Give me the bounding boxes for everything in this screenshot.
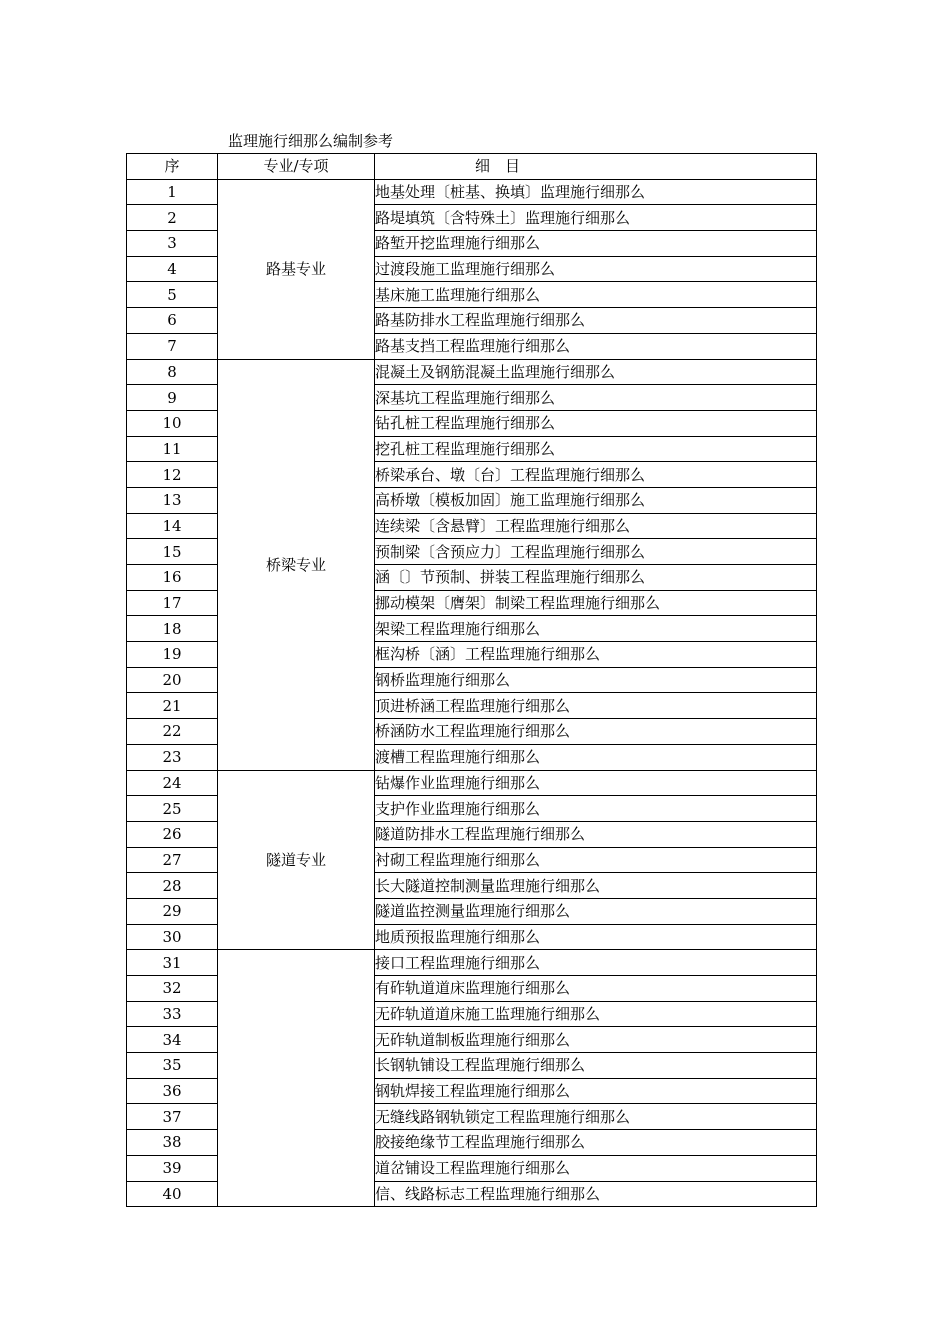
header-no: 序 (127, 154, 218, 180)
row-number: 38 (127, 1130, 218, 1156)
row-number: 14 (127, 513, 218, 539)
item-cell: 顶进桥涵工程监理施行细那么 (375, 693, 817, 719)
table-row (127, 359, 817, 385)
reference-table (126, 153, 817, 1207)
row-number: 26 (127, 821, 218, 847)
category-cell: 路基专业 (218, 179, 375, 359)
item-cell: 隧道监控测量监理施行细那么 (375, 898, 817, 924)
table-header-row (127, 154, 817, 180)
item-cell: 路堑开挖监理施行细那么 (375, 231, 817, 257)
row-number: 15 (127, 539, 218, 565)
row-number: 7 (127, 333, 218, 359)
item-cell: 过渡段施工监理施行细那么 (375, 256, 817, 282)
row-number: 17 (127, 590, 218, 616)
category-cell: 隧道专业 (218, 770, 375, 950)
table-row (127, 770, 817, 796)
row-number: 16 (127, 565, 218, 591)
row-number: 8 (127, 359, 218, 385)
item-cell: 涵〔〕节预制、拼装工程监理施行细那么 (375, 565, 817, 591)
item-cell: 深基坑工程监理施行细那么 (375, 385, 817, 411)
row-number: 10 (127, 410, 218, 436)
item-cell: 混凝土及钢筋混凝土监理施行细那么 (375, 359, 817, 385)
item-cell: 钢桥监理施行细那么 (375, 667, 817, 693)
category-cell (218, 950, 375, 1207)
row-number: 36 (127, 1078, 218, 1104)
row-number: 20 (127, 667, 218, 693)
item-cell: 钻爆作业监理施行细那么 (375, 770, 817, 796)
row-number: 1 (127, 179, 218, 205)
row-number: 39 (127, 1155, 218, 1181)
row-number: 12 (127, 462, 218, 488)
row-number: 3 (127, 231, 218, 257)
item-cell: 基床施工监理施行细那么 (375, 282, 817, 308)
row-number: 30 (127, 924, 218, 950)
item-cell: 钻孔桩工程监理施行细那么 (375, 410, 817, 436)
row-number: 2 (127, 205, 218, 231)
row-number: 13 (127, 487, 218, 513)
item-cell: 预制梁〔含预应力〕工程监理施行细那么 (375, 539, 817, 565)
row-number: 28 (127, 873, 218, 899)
row-number: 23 (127, 744, 218, 770)
item-cell: 路基支挡工程监理施行细那么 (375, 333, 817, 359)
item-cell: 挪动模架〔膺架〕制梁工程监理施行细那么 (375, 590, 817, 616)
row-number: 32 (127, 976, 218, 1002)
row-number: 29 (127, 898, 218, 924)
item-cell: 连续梁〔含悬臂〕工程监理施行细那么 (375, 513, 817, 539)
category-cell: 桥梁专业 (218, 359, 375, 770)
row-number: 37 (127, 1104, 218, 1130)
item-cell: 隧道防排水工程监理施行细那么 (375, 821, 817, 847)
row-number: 24 (127, 770, 218, 796)
row-number: 18 (127, 616, 218, 642)
item-cell: 无缝线路钢轨锁定工程监理施行细那么 (375, 1104, 817, 1130)
item-cell: 路基防排水工程监理施行细那么 (375, 308, 817, 334)
row-number: 4 (127, 256, 218, 282)
row-number: 27 (127, 847, 218, 873)
item-cell: 长大隧道控制测量监理施行细那么 (375, 873, 817, 899)
item-cell: 路堤填筑〔含特殊土〕监理施行细那么 (375, 205, 817, 231)
item-cell: 地基处理〔桩基、换填〕监理施行细那么 (375, 179, 817, 205)
row-number: 6 (127, 308, 218, 334)
item-cell: 接口工程监理施行细那么 (375, 950, 817, 976)
row-number: 11 (127, 436, 218, 462)
row-number: 22 (127, 719, 218, 745)
item-cell: 渡槽工程监理施行细那么 (375, 744, 817, 770)
document-title: 监理施行细那么编制参考 (228, 132, 394, 150)
header-item: 细 目 (375, 154, 817, 180)
row-number: 5 (127, 282, 218, 308)
row-number: 25 (127, 796, 218, 822)
item-cell: 有砟轨道道床监理施行细那么 (375, 976, 817, 1002)
item-cell: 桥梁承台、墩〔台〕工程监理施行细那么 (375, 462, 817, 488)
item-cell: 胶接绝缘节工程监理施行细那么 (375, 1130, 817, 1156)
item-cell: 挖孔桩工程监理施行细那么 (375, 436, 817, 462)
item-cell: 地质预报监理施行细那么 (375, 924, 817, 950)
item-cell: 信、线路标志工程监理施行细那么 (375, 1181, 817, 1207)
item-cell: 无砟轨道制板监理施行细那么 (375, 1027, 817, 1053)
item-cell: 框沟桥〔涵〕工程监理施行细那么 (375, 642, 817, 668)
row-number: 21 (127, 693, 218, 719)
item-cell: 衬砌工程监理施行细那么 (375, 847, 817, 873)
item-cell: 道岔铺设工程监理施行细那么 (375, 1155, 817, 1181)
item-cell: 钢轨焊接工程监理施行细那么 (375, 1078, 817, 1104)
row-number: 19 (127, 642, 218, 668)
item-cell: 高桥墩〔模板加固〕施工监理施行细那么 (375, 487, 817, 513)
header-category: 专业/专项 (218, 154, 375, 180)
row-number: 35 (127, 1053, 218, 1079)
item-cell: 长钢轨铺设工程监理施行细那么 (375, 1053, 817, 1079)
row-number: 31 (127, 950, 218, 976)
row-number: 34 (127, 1027, 218, 1053)
row-number: 9 (127, 385, 218, 411)
row-number: 40 (127, 1181, 218, 1207)
item-cell: 桥涵防水工程监理施行细那么 (375, 719, 817, 745)
row-number: 33 (127, 1001, 218, 1027)
item-cell: 支护作业监理施行细那么 (375, 796, 817, 822)
table-row (127, 950, 817, 976)
item-cell: 架梁工程监理施行细那么 (375, 616, 817, 642)
table-row (127, 179, 817, 205)
item-cell: 无砟轨道道床施工监理施行细那么 (375, 1001, 817, 1027)
